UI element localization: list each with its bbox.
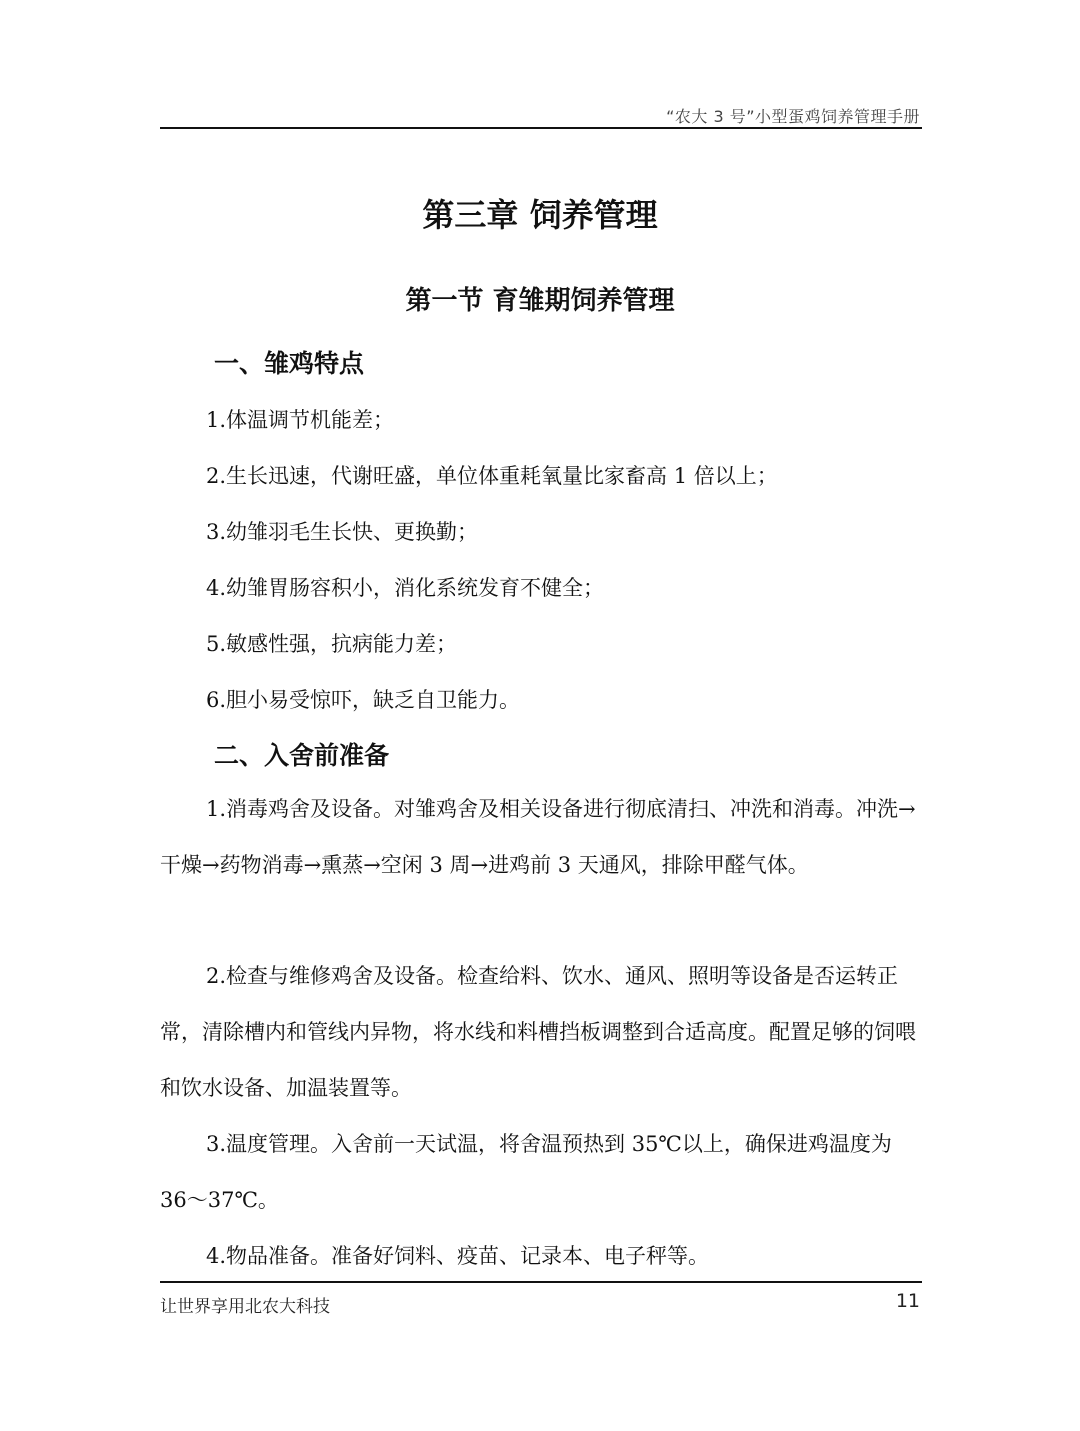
section-title: 第一节 育雏期饲养管理 [405, 286, 675, 316]
heading-chick-characteristics: 一、雏鸡特点 [214, 349, 365, 378]
running-header: “农大 3 号”小型蛋鸡饲养管理手册 [666, 107, 920, 126]
heading-pre-housing-preparation: 二、入舍前准备 [214, 741, 390, 770]
list-item: 1.体温调节机能差； [206, 408, 395, 432]
list-item: 3.幼雏羽毛生长快、更换勤； [206, 520, 479, 544]
page-number: 11 [895, 1290, 920, 1312]
list-item: 2.生长迅速，代谢旺盛，单位体重耗氧量比家畜高 1 倍以上； [206, 464, 778, 488]
list-item: 6.胆小易受惊吓，缺乏自卫能力。 [206, 688, 521, 712]
footer-divider [160, 1281, 922, 1283]
chapter-title: 第三章 饲养管理 [422, 196, 658, 234]
paragraph-equipment-check: 2.检查与维修鸡舍及设备。检查给料、饮水、通风、照明等设备是否运转正常，清除槽内和管线内异物，将水线和料槽挡板调整到合适高度。配置足够的饲喂和饮水设备、加温装置等。 [160, 964, 916, 1100]
header-divider [160, 127, 922, 129]
list-item: 4.幼雏胃肠容积小，消化系统发育不健全； [206, 576, 605, 600]
paragraph-disinfection: 1.消毒鸡舍及设备。对雏鸡舍及相关设备进行彻底清扫、冲洗和消毒。冲洗→干燥→药物消毒→熏蒸→空闲 3 周→进鸡前 3 天通风，排除甲醛气体。 [160, 797, 916, 877]
footer-slogan: 让世界享用北农大科技 [160, 1297, 330, 1317]
list-item: 5.敏感性强，抗病能力差； [206, 632, 458, 656]
paragraph-temperature: 3.温度管理。入舍前一天试温，将舍温预热到 35℃以上，确保进鸡温度为 36～37℃。 [160, 1132, 892, 1212]
paragraph-supplies: 4.物品准备。准备好饲料、疫苗、记录本、电子秤等。 [206, 1244, 710, 1268]
